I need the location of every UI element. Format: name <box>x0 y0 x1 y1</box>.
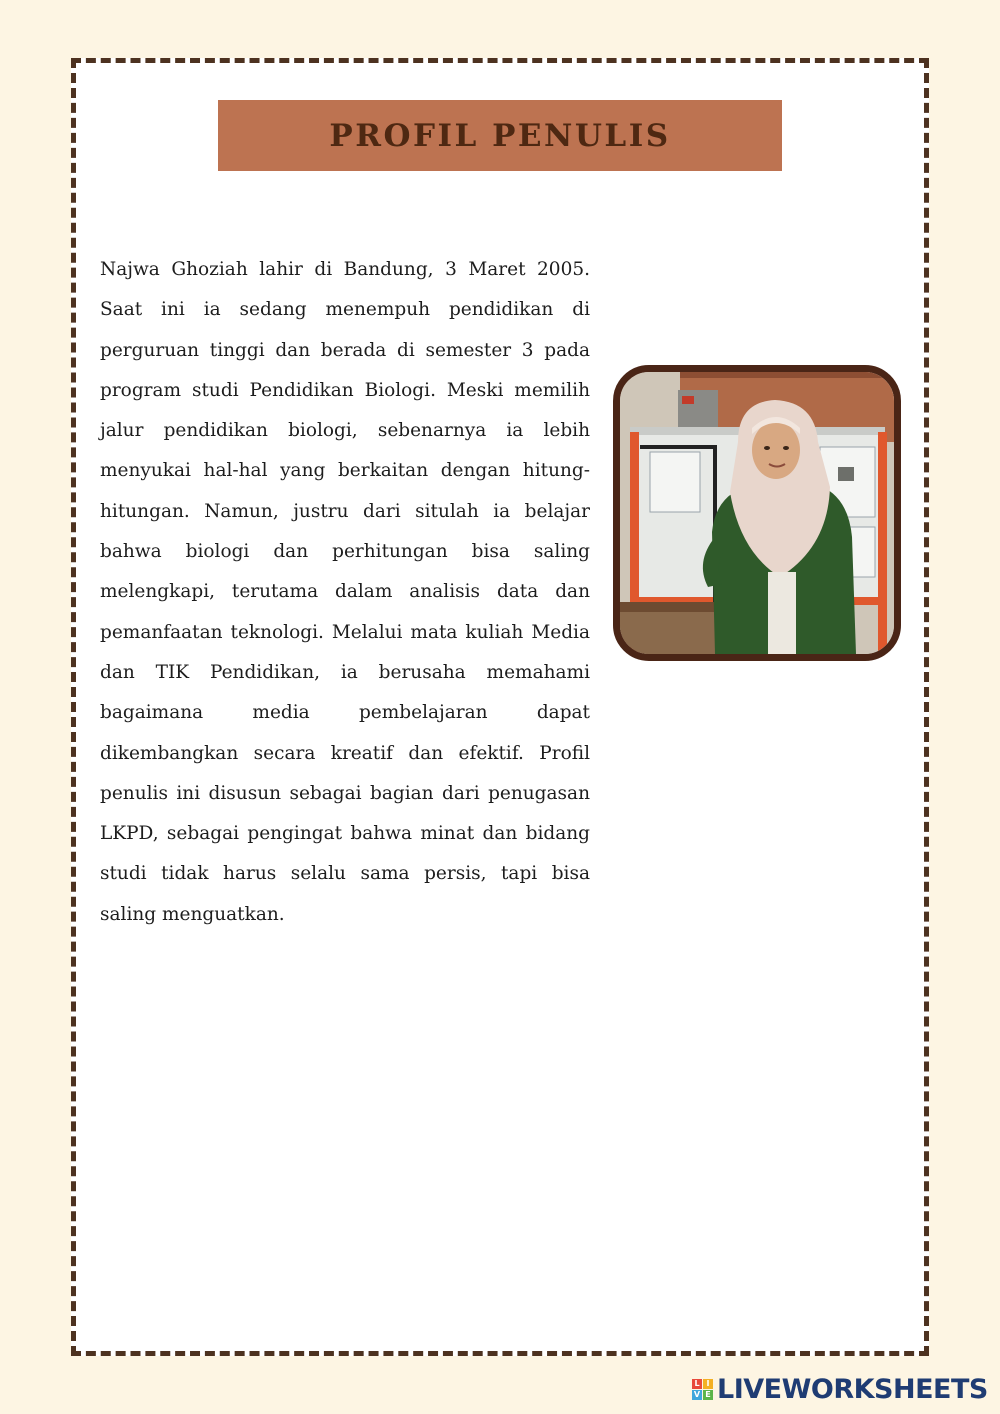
title-banner <box>218 100 782 171</box>
brand-name: LIVEWORKSHEETS <box>717 1374 988 1405</box>
liveworksheets-brand <box>692 1374 988 1405</box>
liveworksheets-logo-icon <box>692 1379 713 1400</box>
portrait-photo-icon <box>620 372 894 654</box>
logo-letter-v: V <box>693 1390 701 1399</box>
page-title: PROFIL PENULIS <box>329 117 671 154</box>
logo-letter-i: I <box>703 1379 713 1389</box>
logo-letter-l: L <box>692 1379 702 1389</box>
author-bio: Najwa Ghoziah lahir di Bandung, 3 Maret 2005. Saat ini ia sedang menempuh pendidikan di perguruan tinggi dan berada di semester 3 pada program studi Pendidikan Biologi. Meski memilih jalur pendidikan biologi, sebenarnya ia lebih menyukai hal-hal yang berkaitan dengan hitung-hitungan. Namun, justru dari situlah ia belajar bahwa biologi dan perhitungan bisa saling melengkapi, terutama dalam analisis data dan pemanfaatan teknologi. Melalui mata kuliah Media dan TIK Pendidikan, ia berusaha memahami bagaimana media pembelajaran dapat dikembangkan secara kreatif dan efektif. Profil penulis ini disusun sebagai bagian dari penugasan LKPD, sebagai pengingat bahwa minat dan bidang studi tidak harus selalu sama persis, tapi bisa saling menguatkan. <box>100 259 590 925</box>
logo-letter-e: E <box>703 1390 713 1400</box>
author-photo <box>613 365 901 661</box>
